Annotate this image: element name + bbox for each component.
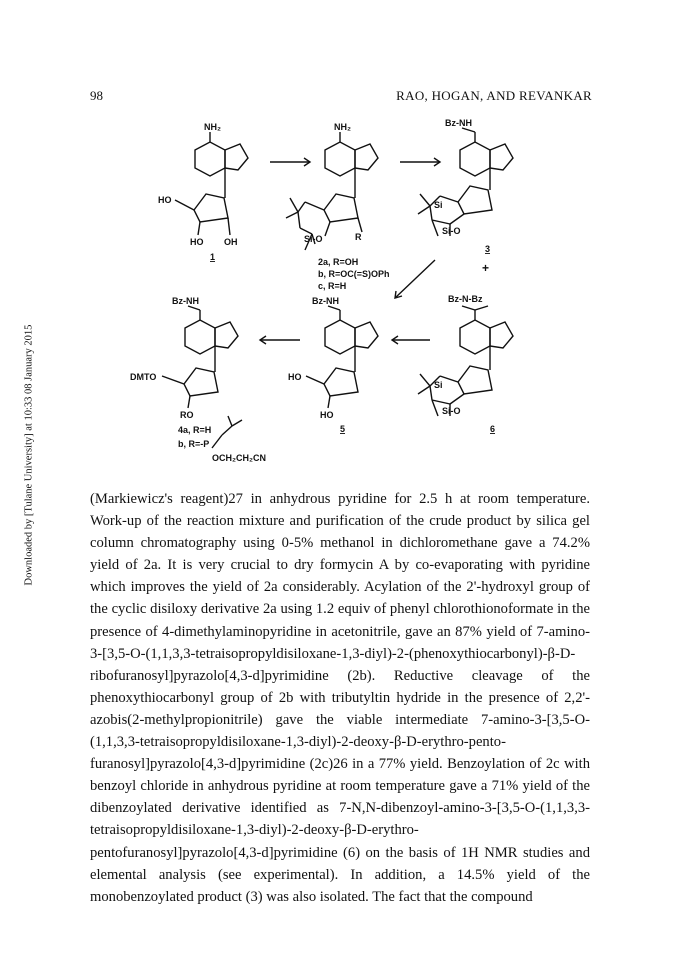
cpd6-sio-label: Si‑O — [442, 406, 461, 416]
cpd1-ho2-label: HO — [190, 237, 204, 247]
cpd6-si-label: Si — [434, 380, 443, 390]
legend-4b: b, R=‑P — [178, 439, 210, 449]
legend-4a: 4a, R=H — [178, 425, 212, 435]
cpd4-ro-label: RO — [180, 410, 194, 420]
cpd3-number: 3 — [485, 244, 491, 254]
cpd5-ho-label: HO — [288, 372, 302, 382]
reaction-scheme — [100, 110, 590, 470]
download-watermark: Downloaded by [Tulane University] at 10:33 08 January 2015 — [23, 324, 35, 586]
legend-2c: c, R=H — [318, 281, 347, 291]
cpd3-bznh-label: Bz‑NH — [445, 118, 472, 128]
plus-sign: + — [482, 261, 490, 275]
cpd1-nh2-label: NH₂ — [204, 122, 221, 132]
cpd3-sio-label: Si‑O — [442, 226, 461, 236]
scheme-drawing — [100, 110, 590, 470]
cpd5-ho2-label: HO — [320, 410, 334, 420]
running-head: RAO, HOGAN, AND REVANKAR — [396, 88, 592, 103]
cpd4-dmto-label: DMTO — [130, 372, 157, 382]
cpd6-bznbz-label: Bz‑N‑Bz — [448, 294, 483, 304]
legend-4b-och2ch2cn: OCH₂CH₂CN — [212, 453, 266, 463]
cpd3-si-label: Si — [434, 200, 443, 210]
cpd5-bznh-label: Bz‑NH — [312, 296, 339, 306]
cpd2-nh2-label: NH₂ — [334, 122, 351, 132]
cpd5-number: 5 — [340, 424, 346, 434]
cpd6-number: 6 — [490, 424, 496, 434]
legend-2b: b, R=OC(=S)OPh — [318, 269, 390, 279]
cpd4-bznh-label: Bz‑NH — [172, 296, 199, 306]
paragraph-1: (Markiewicz's reagent)27 in anhydrous pyridine for 2.5 h at room temperature. Work-up of the reaction mixture and purification of the crude product by silica gel column chromatography using 0-5% methanol in dichloromethane gave a 74.2% yield of 2a. It is very crucial to dry formycin A by co-evaporating with pyridine which improves the yield of 2a considerably. Acylation of the 2'-hydroxyl group of the cyclic disiloxy derivative 2a using 1.2 equiv of phenyl chlorothionoformate in the presence of 4-dimethylaminopyridine in acetonitrile, gave an 87% yield of 7-amino-3-[3,5-O-(1,1,3,3-tetraisopropyldisiloxane-1,3-diyl)-2-(phenoxythiocarbonyl)-β-D-ribofuranosyl]pyrazolo[4,3-d]pyrimidine (2b). Reductive cleavage of the phenoxythiocarbonyl group of 2b with tributyltin hydride in the presence of 2,2'-azobis(2-methylpropionitrile) gave the viable intermediate 7-amino-3-[3,5-O-(1,1,3,3-tetraisopropyldisiloxane-1,3-diyl)-2-deoxy-β-D-erythro-pento-furanosyl]pyrazolo[4,3-d]pyrimidine (2c)26 in a 77% yield. Benzoylation of 2c with benzoyl chloride in anhydrous pyridine at room temperature gave a 71% yield of the dibenzoylated derivative identified as 7-N,N-dibenzoyl-amino-3-[3,5-O-(1,1,3,3-tetraisopropyldisiloxane-1,3-diyl)-2-deoxy-β-D-erythro-pentofuranosyl]pyrazolo[4,3-d]pyrimidine (6) on the basis of 1H NMR studies and elemental analysis (see experimental). In addition, a 14.5% yield of the monobenzoylated product (3) was also isolated. The fact that the compound — [90, 491, 590, 905]
cpd2-r-label: R — [355, 232, 362, 242]
legend-2a: 2a, R=OH — [318, 257, 359, 267]
cpd2-sio-label: Si‑O — [304, 234, 323, 244]
cpd1-number: 1 — [210, 252, 216, 262]
cpd1-ho-label: HO — [158, 195, 172, 205]
cpd1-oh-label: OH — [224, 237, 238, 247]
body-paragraph — [90, 488, 590, 908]
page-number: 98 — [90, 88, 103, 103]
